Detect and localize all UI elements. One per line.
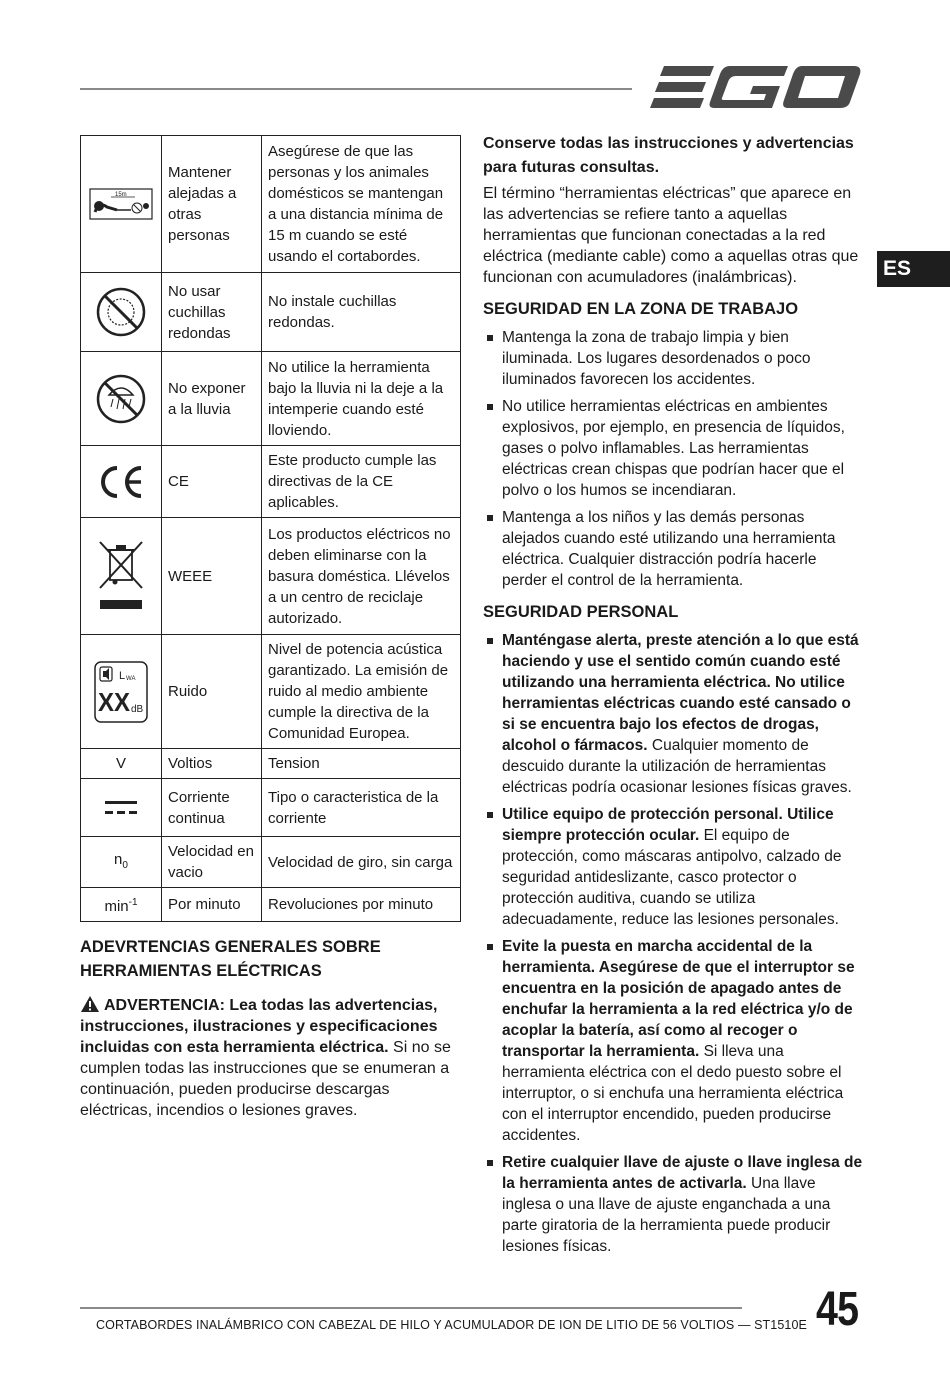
ego-logo [650, 62, 862, 114]
footer-title: CORTABORDES INALÁMBRICO CON CABEZAL DE HILO Y ACUMULADOR DE ION DE LITIO DE 56 VOLTIOS — ST1510E [96, 1318, 807, 1332]
symbol-name: CE [162, 446, 262, 518]
header-rule [80, 88, 632, 90]
symbol-description: Nivel de potencia acústica garantizado. La emisión de ruido al medio ambiente cumple la directiva de la Comunidad Europea. [262, 635, 461, 749]
work-area-heading: SEGURIDAD EN LA ZONA DE TRABAJO [483, 300, 799, 318]
symbol-subscript: 0 [122, 859, 128, 871]
no-rain-icon [95, 373, 147, 425]
keep-distance-icon [89, 186, 153, 222]
intro-paragraph: El término “herramientas eléctricas” que aparece en las advertencias se refiere tanto a aquellas herramientas que funcionan conectadas a la red eléctrica (mediante cable) como a aquellas otras que funcionan con acumuladores (inalámbricas). [483, 185, 859, 286]
ce-mark-icon [97, 464, 145, 500]
symbol-name: Voltios [162, 749, 262, 779]
warning-label: ADVERTENCIA: [104, 997, 225, 1014]
item-text: No utilice herramientas eléctricas en ambientes explosivos, por ejemplo, en presencia de líquidos, gases o polvo inflamables. Las herramientas eléctricas crean chispas que podrían hacer que el polvo o los humos se incendiaran. [502, 398, 845, 499]
personal-safety-heading: SEGURIDAD PERSONAL [483, 603, 679, 621]
item-text: Una llave inglesa o una llave de ajuste enganchada a una parte giratoria de la herramienta puede producir lesiones físicas. [502, 1175, 831, 1255]
general-warnings-section [80, 935, 464, 1137]
item-text: El equipo de protección, como máscaras antipolvo, calzado de seguridad antideslizante, casco protector o protección auditiva, cuando se utiliza adecuadamente, reduce las lesiones personales. [502, 827, 842, 928]
symbol-name: Corriente continua [162, 779, 262, 837]
direct-current-icon [103, 797, 139, 819]
table-row [81, 749, 461, 779]
symbol-cell [81, 635, 162, 749]
symbol-description: Asegúrese de que las personas y los animales domésticos se mantengan a una distancia mínima de 15 m cuando se esté usando el cortabordes. [262, 136, 461, 273]
item-bold-text: Evite la puesta en marcha accidental de la herramienta. Asegúrese de que el interruptor se encuentra en la posición de apagado antes de enchufar la herramienta a la red eléctrica y/o de acoplar la batería, así como al recoger o transportar la herramienta. [502, 938, 855, 1060]
item-bold-text: Utilice equipo de protección personal. Utilice siempre protección ocular. [502, 806, 834, 844]
list-item [483, 630, 863, 798]
table-row [81, 888, 461, 922]
symbol-cell [81, 518, 162, 635]
symbol-cell [81, 273, 162, 352]
symbol-text: n [114, 850, 123, 868]
symbol-description: Velocidad de giro, sin carga [262, 837, 461, 888]
symbol-name: Ruido [162, 635, 262, 749]
symbol-cell [81, 136, 162, 273]
symbol-cell: V [81, 749, 162, 779]
symbol-name: No usar cuchillas redondas [162, 273, 262, 352]
language-tab: ES [877, 251, 950, 287]
svg-text:15m: 15m [115, 192, 127, 198]
symbol-name: Velocidad en vacio [162, 837, 262, 888]
symbol-description: Los productos eléctricos no deben eliminarse con la basura doméstica. Llévelos a un centro de reciclaje autorizado. [262, 518, 461, 635]
footer-rule [80, 1307, 742, 1309]
table-row [81, 518, 461, 635]
table-row [81, 273, 461, 352]
item-bold-text: Retire cualquier llave de ajuste o llave inglesa de la herramienta antes de activarla. [502, 1154, 863, 1192]
symbol-superscript: -1 [128, 897, 138, 908]
symbol-description: No instale cuchillas redondas. [262, 273, 461, 352]
symbol-name: WEEE [162, 518, 262, 635]
symbol-name: Por minuto [162, 888, 262, 922]
table-row [81, 837, 461, 888]
item-text: Mantenga a los niños y las demás personas alejados cuando esté utilizando una herramienta eléctrica. Cualquier distracción podría hacerle perder el control de la herramienta. [502, 509, 836, 589]
personal-safety-list [483, 630, 863, 1257]
work-area-list [483, 327, 863, 591]
list-item [483, 396, 863, 501]
symbol-description: Tipo o caracteristica de la corriente [262, 779, 461, 837]
symbol-text: min [104, 898, 129, 915]
list-item [483, 327, 863, 390]
symbol-cell [81, 888, 162, 922]
symbol-description: Este producto cumple las directivas de la CE aplicables. [262, 446, 461, 518]
table-row [81, 352, 461, 446]
item-bold-text: Manténgase alerta, preste atención a lo que está haciendo y use el sentido común cuando esté utilizando una herramienta eléctrica. No utilice herramientas eléctricas cuando esté cansado o si se encuentra bajo los efectos de drogas, alcohol o fármacos. [502, 632, 859, 754]
symbol-name: Mantener alejadas a otras personas [162, 136, 262, 273]
item-text: Si lleva una herramienta eléctrica con el dedo puesto sobre el interruptor, o si enchufa una herramienta eléctrica con el interruptor encendido, pueden producirse accidentes. [502, 1043, 844, 1144]
symbol-description: No utilice la herramienta bajo la lluvia ni la deje a la intemperie cuando esté lloviendo. [262, 352, 461, 446]
list-item [483, 936, 863, 1146]
list-item [483, 507, 863, 591]
table-row [81, 779, 461, 837]
warning-triangle-icon [80, 995, 100, 1013]
table-row [81, 635, 461, 749]
symbol-name: No exponer a la lluvia [162, 352, 262, 446]
noise-level-icon [93, 660, 149, 724]
symbol-cell [81, 446, 162, 518]
section-heading: ADEVRTENCIAS GENERALES SOBRE HERRAMIENTAS ELÉCTRICAS [80, 938, 381, 980]
svg-text:dB: dB [131, 703, 144, 715]
table-row [81, 136, 461, 273]
no-round-blades-icon [95, 286, 147, 338]
symbols-table [80, 135, 461, 922]
safety-column [483, 132, 863, 1263]
svg-text:WA: WA [126, 675, 136, 682]
page-number: 45 [816, 1283, 859, 1336]
table-row [81, 446, 461, 518]
symbol-cell [81, 837, 162, 888]
warning-text: Si no se cumplen todas las instrucciones que se enumeran a continuación, pueden producirse descargas eléctricas, incendios o lesiones graves. [80, 1039, 451, 1119]
symbol-description: Revoluciones por minuto [262, 888, 461, 922]
list-item [483, 1152, 863, 1257]
list-item [483, 804, 863, 930]
intro-bold: Conserve todas las instrucciones y advertencias para futuras consultas. [483, 135, 854, 176]
svg-text:L: L [119, 669, 126, 682]
item-text: Mantenga la zona de trabajo limpia y bien iluminada. Los lugares desordenados o poco iluminados favorecen los accidentes. [502, 329, 811, 388]
svg-text:XX: XX [98, 686, 131, 717]
symbol-description: Tension [262, 749, 461, 779]
symbol-cell [81, 779, 162, 837]
warning-bold-text: Lea todas las advertencias, instrucciones, ilustraciones y especificaciones incluidas con esta herramienta eléctrica. [80, 997, 438, 1056]
item-text: Cualquier momento de descuido durante la utilización de herramientas eléctricas podría ocasionar lesiones físicas graves. [502, 737, 852, 796]
warning-paragraph [80, 995, 464, 1121]
weee-bin-icon [96, 538, 146, 614]
symbol-cell [81, 352, 162, 446]
